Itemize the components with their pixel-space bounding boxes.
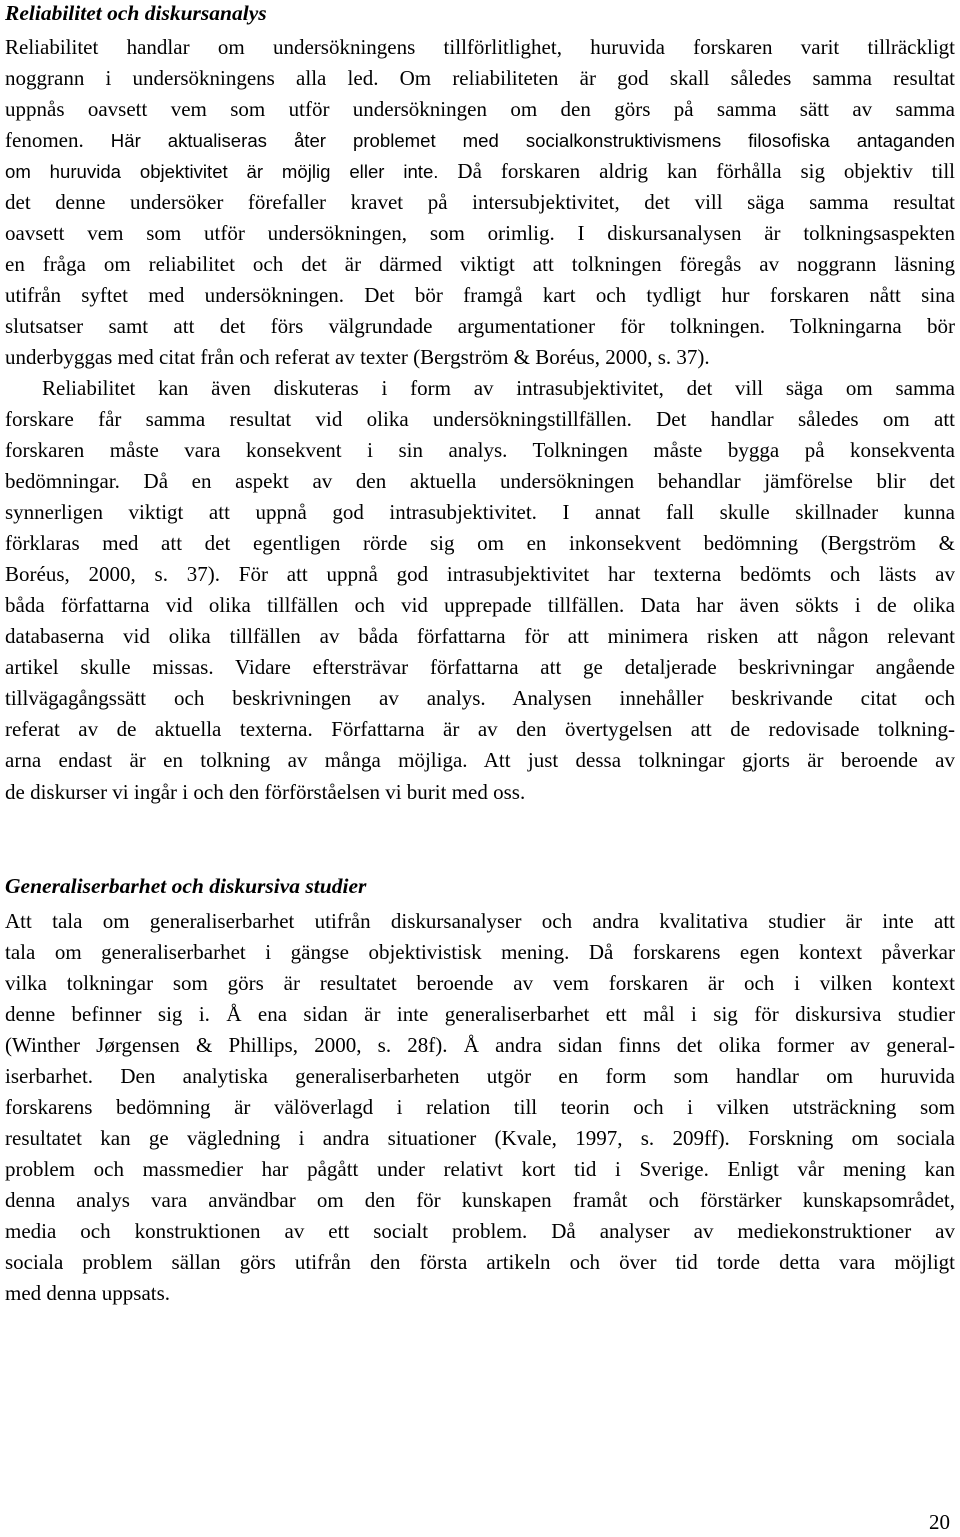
text-segment: denne befinner sig i. Å ena sidan är inte generaliserbarhet ett mål i sig för diskursiva studier [5, 1002, 955, 1026]
text-line [5, 466, 955, 496]
text-line [5, 1092, 955, 1122]
text-segment: Reliabilitet handlar om undersökningens tillförlitlighet, huruvida forskaren varit tillräckligt [5, 35, 955, 59]
text-line [5, 1061, 955, 1091]
text-segment: bedömningar. Då en aspekt av den aktuella undersökningen behandlar jämförelse blir det [5, 469, 955, 493]
text-line [5, 777, 955, 807]
text-segment: (Winther Jørgensen & Phillips, 2000, s. 28f). Å andra sidan finns det olika former av general- [5, 1033, 955, 1057]
text-line [5, 435, 955, 465]
page-number: 20 [929, 1510, 950, 1534]
text-segment: arna endast är en tolkning av många möjliga. Att just dessa tolkningar gjorts är beroende av [5, 748, 955, 772]
text-segment: tala om generaliserbarhet i gängse objektivistisk mening. Då forskarens egen kontext påverkar [5, 940, 955, 964]
text-line [5, 32, 955, 62]
section-heading-reliability: Reliabilitet och diskursanalys [5, 1, 267, 25]
text-segment: underbyggas med citat från och referat av texter (Bergström & Boréus, 2000, s. 37). [5, 345, 710, 369]
text-segment: noggrann i undersökningens alla led. Om reliabiliteten är god skall således samma resultat [5, 66, 955, 90]
text-segment: denna analys vara användbar om den för kunskapen framåt och förstärker kunskapsområdet, [5, 1188, 955, 1212]
text-segment: de diskurser vi ingår i och den förförståelsen vi burit med oss. [5, 780, 526, 804]
text-segment: media och konstruktionen av ett socialt problem. Då analyser av mediekonstruktioner av [5, 1219, 955, 1243]
text-line [5, 1030, 955, 1060]
text-line [42, 373, 955, 403]
text-line [5, 1247, 955, 1277]
text-segment: resultatet kan ge vägledning i andra situationer (Kvale, 1997, s. 209ff). Forskning om sociala [5, 1126, 955, 1150]
section-heading-generalizability: Generaliserbarhet och diskursiva studier [5, 874, 367, 898]
text-segment: slutsatser samt att det förs välgrundade argumentationer för tolkningen. Tolkningarna bör [5, 314, 955, 338]
text-line [5, 311, 955, 341]
text-line [5, 559, 955, 589]
text-segment: referat av de aktuella texterna. Författarna är av den övertygelsen att de redovisade tolkning- [5, 717, 955, 741]
text-segment: förklaras med att det egentligen rörde sig om en inkonsekvent bedömning (Bergström & [5, 531, 955, 555]
text-line [5, 249, 955, 279]
text-segment: fenomen. [5, 128, 111, 152]
text-line [5, 342, 955, 372]
text-line [5, 497, 955, 527]
text-line [5, 404, 955, 434]
text-line [5, 218, 955, 248]
text-segment: Boréus, 2000, s. 37). För att uppnå god intrasubjektivitet har texterna bedömts och lästs av [5, 562, 955, 586]
text-line [5, 125, 955, 155]
text-segment: oavsett vem som utför undersökningen, som orimlig. I diskursanalysen är tolkningsaspekten [5, 221, 955, 245]
text-segment: Då forskaren aldrig kan förhålla sig objektiv till [438, 159, 955, 183]
text-segment: en fråga om reliabilitet och det är därmed viktigt att tolkningen föregås av noggrann läsning [5, 252, 955, 276]
text-line [5, 652, 955, 682]
text-segment: sociala problem sällan görs utifrån den första artikeln och över tid torde detta vara möjligt [5, 1250, 955, 1274]
text-segment: vilka tolkningar som görs är resultatet beroende av vem forskaren är och i vilken kontext [5, 971, 955, 995]
text-segment: synnerligen viktigt att uppnå god intrasubjektivitet. I annat fall skulle skillnader kunna [5, 500, 955, 524]
text-segment: problem och massmedier har pågått under relativt kort tid i Sverige. Enligt vår mening kan [5, 1157, 955, 1181]
text-line [5, 187, 955, 217]
text-line [5, 1185, 955, 1215]
text-line [5, 745, 955, 775]
text-segment: utifrån syftet med undersökningen. Det bör framgå kart och tydligt hur forskaren nått sina [5, 283, 955, 307]
text-line [5, 63, 955, 93]
text-line [5, 1216, 955, 1246]
text-line [5, 528, 955, 558]
text-segment: Att tala om generaliserbarhet utifrån diskursanalyser och andra kvalitativa studier är inte att [5, 909, 955, 933]
text-line [5, 621, 955, 651]
text-line [5, 1278, 955, 1308]
text-line [5, 280, 955, 310]
text-line [5, 1154, 955, 1184]
text-segment: artikel skulle missas. Vidare eftersträvar författarna att ge detaljerade beskrivningar angående [5, 655, 955, 679]
text-line [5, 714, 955, 744]
text-line [5, 156, 955, 186]
text-line [5, 94, 955, 124]
text-segment: om huruvida objektivitet är möjlig eller inte. [5, 161, 439, 182]
text-line [5, 999, 955, 1029]
document-page [5, 0, 955, 1537]
text-segment: databaserna vid olika tillfällen av båda författarna för att minimera risken att någon relevant [5, 624, 955, 648]
text-segment: Här aktualiseras åter problemet med socialkonstruktivismens filosofiska antaganden [110, 130, 955, 151]
text-segment: iserbarhet. Den analytiska generaliserbarheten utgör en form som handlar om huruvida [5, 1064, 955, 1088]
text-segment: Reliabilitet kan även diskuteras i form av intrasubjektivitet, det vill säga om samma [42, 376, 955, 400]
text-segment: forskare får samma resultat vid olika undersökningstillfällen. Det handlar således om att [5, 407, 955, 431]
text-line [5, 590, 955, 620]
text-line [5, 1123, 955, 1153]
text-segment: uppnås oavsett vem som utför undersökningen om den görs på samma sätt av samma [5, 97, 955, 121]
text-segment: forskarens bedömning är välöverlagd i relation till teorin och i vilken utsträckning som [5, 1095, 955, 1119]
text-line [5, 937, 955, 967]
text-line [5, 906, 955, 936]
text-line [5, 968, 955, 998]
text-segment: med denna uppsats. [5, 1281, 171, 1305]
text-segment: tillvägagångssätt och beskrivningen av analys. Analysen innehåller beskrivande citat och [5, 686, 955, 710]
text-line [5, 683, 955, 713]
text-segment: forskaren måste vara konsekvent i sin analys. Tolkningen måste bygga på konsekventa [5, 438, 955, 462]
text-segment: det denne undersöker förefaller kravet på intersubjektivitet, det vill säga samma resultat [5, 190, 955, 214]
text-segment: båda författarna vid olika tillfällen och vid upprepade tillfällen. Data har även sökts i de olika [5, 593, 955, 617]
